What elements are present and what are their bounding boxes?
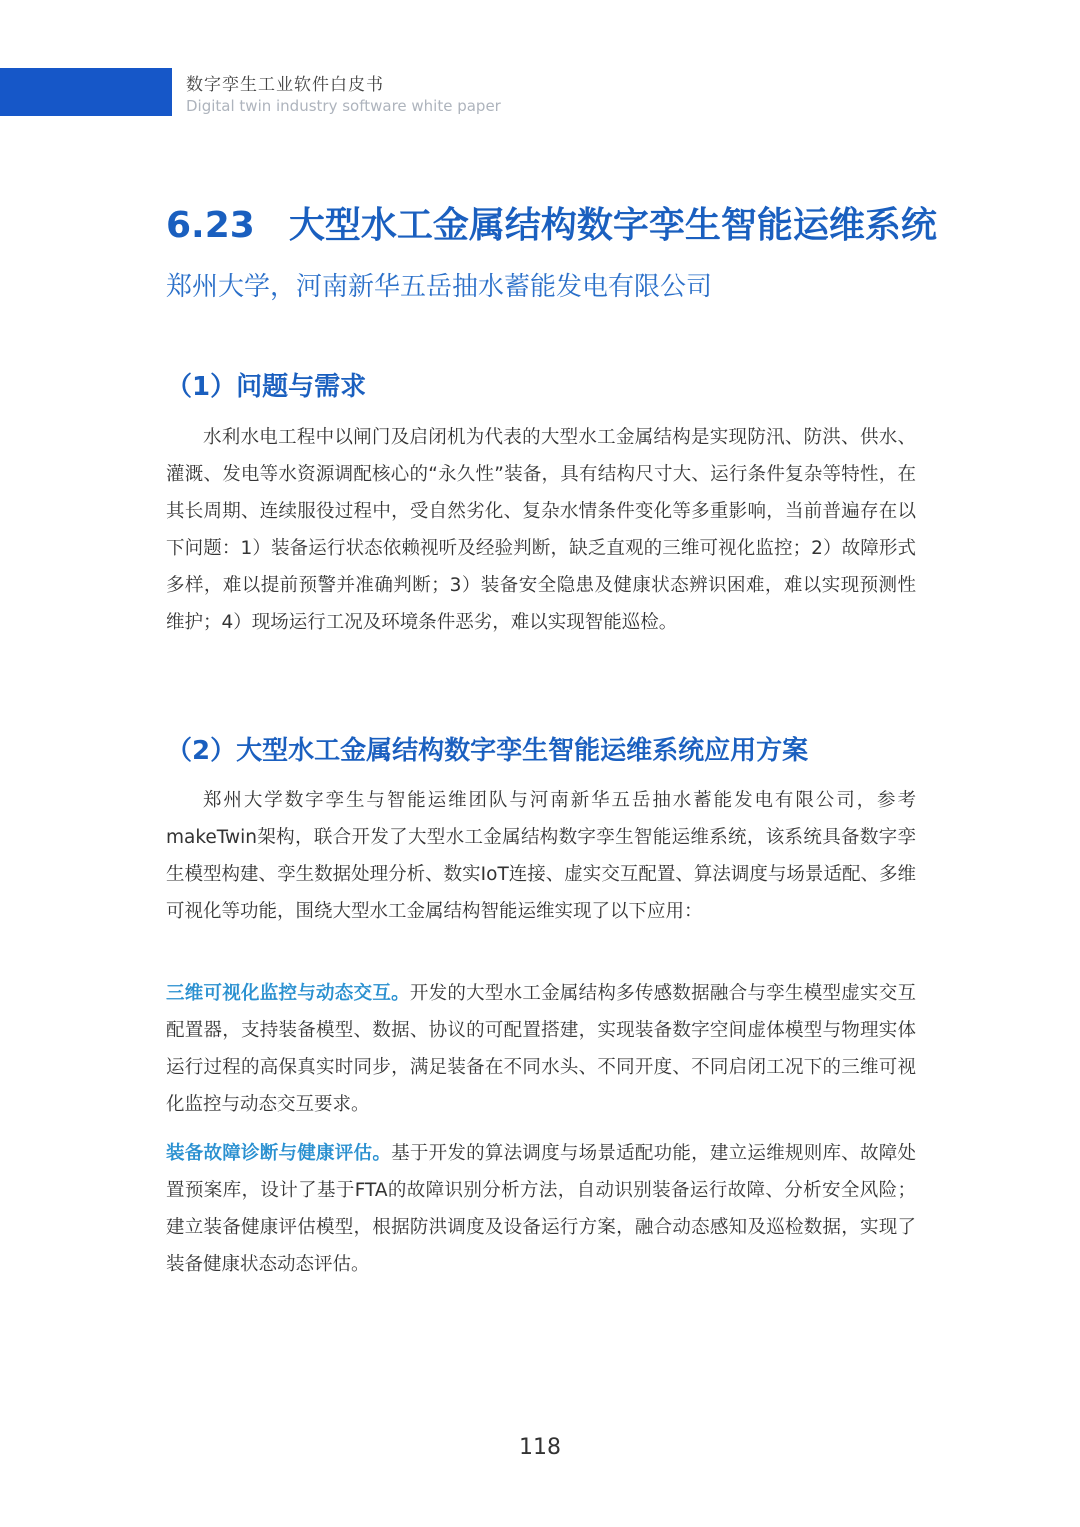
section-title-text: 大型水工金属结构数字孪生智能运维系统 (288, 205, 937, 246)
highlight-fault-diagnosis: 装备故障诊断与健康评估。 (166, 1143, 392, 1164)
paragraph-problems: 水利水电工程中以闸门及启闭机为代表的大型水工金属结构是实现防汛、防洪、供水、灌溉、发电等水资源调配核心的“永久性”装备，具有结构尺寸大、运行条件复杂等特性，在其长周期、连续服役过程中，受自然劣化、复杂水情条件变化等多重影响，当前普遍存在以下问题：1）装备运行状态依赖视听及经验判断，缺乏直观的三维可视化监控；2）故障形式多样，难以提前预警并准确判断；3）装备安全隐患及健康状态辨识困难，难以实现预测性维护；4）现场运行工况及环境条件恶劣，难以实现智能巡检。 (166, 427, 916, 633)
section-title (166, 197, 937, 248)
section-number: 6.23 (166, 205, 255, 246)
text-fault-diagnosis: 基于开发的算法调度与场景适配功能，建立运维规则库、故障处置预案库，设计了基于FTA的故障识别分析方法，自动识别装备运行故障、分析安全风险；建立装备健康评估模型，根据防洪调度及设备运行方案，融合动态感知及巡检数据，实现了装备健康状态动态评估。 (166, 1143, 916, 1275)
paragraph-solution-intro: 郑州大学数字孪生与智能运维团队与河南新华五岳抽水蓄能发电有限公司，参考makeTwin架构，联合开发了大型水工金属结构数字孪生智能运维系统，该系统具备数字孪生模型构建、孪生数据处理分析、数实IoT连接、虚实交互配置、算法调度与场景适配、多维可视化等功能，围绕大型水工金属结构智能运维实现了以下应用： (166, 790, 916, 922)
section-authors: 郑州大学，河南新华五岳抽水蓄能发电有限公司 (166, 272, 713, 302)
paragraph-fault-diagnosis (166, 1135, 916, 1283)
paragraph-visual-monitoring (166, 975, 916, 1123)
heading-solution: （2）大型水工金属结构数字孪生智能运维系统应用方案 (166, 736, 809, 766)
page-number: 118 (519, 1435, 561, 1460)
header-subtitle: Digital twin industry software white paper (186, 97, 501, 115)
heading-problems: （1）问题与需求 (166, 372, 367, 402)
header-title: 数字孪生工业软件白皮书 (186, 75, 384, 95)
header-accent-bar (0, 68, 172, 116)
text-visual-monitoring: 开发的大型水工金属结构多传感数据融合与孪生模型虚实交互配置器，支持装备模型、数据、协议的可配置搭建，实现装备数字空间虚体模型与物理实体运行过程的高保真实时同步，满足装备在不同水头、不同开度、不同启闭工况下的三维可视化监控与动态交互要求。 (166, 983, 916, 1115)
highlight-visual-monitoring: 三维可视化监控与动态交互。 (166, 983, 410, 1004)
